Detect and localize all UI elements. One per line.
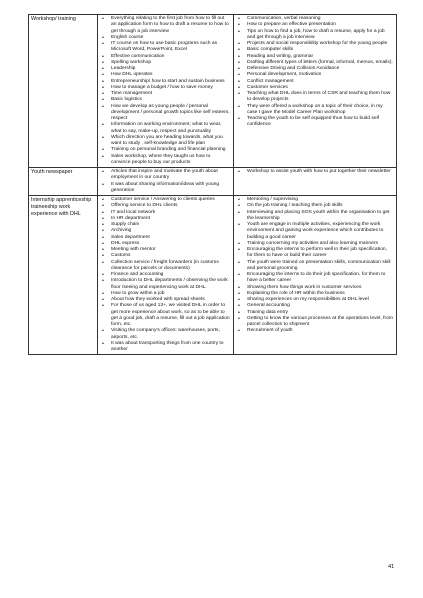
list-item: • Meeting with mentor [100, 247, 231, 253]
list-item: • Customs [100, 253, 231, 259]
bullet-list [236, 169, 394, 175]
bullet-list [100, 169, 231, 194]
list-item: • Explaining the role of HR within the business [236, 291, 394, 297]
list-item: • Mentoring / supervising [236, 197, 394, 203]
left-column-cell [98, 196, 234, 355]
list-item: • Getting to know the various processes at the operations level, from parcel collection to shipment [236, 316, 394, 329]
list-item: • On the job training / teaching them job skills [236, 203, 394, 209]
list-item: • Training data entry [236, 310, 394, 316]
list-item: • IT and local network [100, 210, 231, 216]
list-item: • Defensive Driving and Collision Avoidance [236, 66, 394, 72]
list-item: • Projects and social responsibility workshop for the young people [236, 41, 394, 47]
table-row [29, 15, 397, 168]
list-item: • Introduction to DHL departments / observing the work floor /seeing and experiencing work at DHL. [100, 278, 231, 291]
list-item: • DHL express [100, 241, 231, 247]
list-item: • How to prepare an effective presentation [236, 22, 394, 28]
table-row [29, 196, 397, 355]
list-item: • Which direction you are heading towards, what you want to study , self-knowledge and life plan [100, 135, 231, 148]
list-item: • Effective communication [100, 54, 231, 60]
left-column-cell [98, 168, 234, 196]
list-item: • Reading and writing, grammar [236, 54, 394, 60]
list-item: • Communication, verbal reasoning [236, 16, 394, 22]
list-item: • About how they worked with spread sheets [100, 297, 231, 303]
list-item: • In HR department [100, 216, 231, 222]
right-column-cell [234, 196, 397, 355]
list-item: • Articles that inspire and motivate the youth about employment in our country [100, 169, 231, 182]
table-body [29, 15, 397, 355]
list-item: • Teaching the youth to be self equipped thus how to build self confidence [236, 116, 394, 129]
left-column-cell [98, 15, 234, 168]
list-item: • Spelling workshop [100, 60, 231, 66]
list-item: • How to grow within a job [100, 291, 231, 297]
list-item: • It was about transporting things from one country to another [100, 341, 231, 354]
list-item: • Information on working environment; what to wear, what to say, make-up, respect and punctuality [100, 122, 231, 135]
list-item: • Personal development, motivation [236, 72, 394, 78]
right-column-cell [234, 168, 397, 196]
activities-table [28, 14, 397, 355]
list-item: • Showing them how things work in customer services [236, 285, 394, 291]
list-item: • For those of us aged 13+, we visited DHL in order to get more experience about work, so as to be able to get a good job, draft a resume, fill out a job application form, etc. [100, 303, 231, 328]
list-item: • Entrepreneurship/ how to start and sustain business [100, 79, 231, 85]
list-item: • Finance and accounting [100, 272, 231, 278]
list-item: • How we develop as young people / personal development / personal growth topics like self esteem, respect [100, 104, 231, 123]
list-item: • Everything relating to the first job from how to fill out an application form to how to draft a resume to how to get through a job interview [100, 16, 231, 35]
list-item: • Conflict management [236, 79, 394, 85]
list-item: • Leadership [100, 66, 231, 72]
page-number: 41 [388, 564, 395, 570]
table-row [29, 168, 397, 196]
bullet-list [100, 16, 231, 166]
list-item: • Training concerning my activities and also learning manners [236, 241, 394, 247]
list-item: • Basic logistics [100, 97, 231, 103]
list-item: • English course [100, 35, 231, 41]
list-item: • Encouraging the interns to perform well in their job specification, for them to have or build their career [236, 247, 394, 260]
list-item: • Recruitment of youth [236, 328, 394, 334]
list-item: • Drafting different types of letters (formal, informal, memos, emails). [236, 60, 394, 66]
list-item: • They were offered a workshop on a topic of their choice, in my case I gave the Model Career Plan workshop [236, 104, 394, 117]
list-item: • Sales department [100, 235, 231, 241]
right-column-cell [234, 15, 397, 168]
bullet-list [100, 197, 231, 353]
list-item: • Time management [100, 91, 231, 97]
list-item: • Customer service / Answering to clients queries [100, 197, 231, 203]
list-item: • Offering service to DHL clients [100, 203, 231, 209]
row-label-cell: Youth newspaper [29, 168, 98, 196]
list-item: • Customer services [236, 85, 394, 91]
list-item: • Youth are engage in multiple activities, experiencing the work environment and gaining work experience which contributes to building a good career [236, 222, 394, 241]
list-item: • Supply chain [100, 222, 231, 228]
list-item: • Sharing experiences on my responsibilities at DHL level [236, 297, 394, 303]
list-item: • How to manage a budget / how to save money [100, 85, 231, 91]
list-item: • IT course on how to use basic programs such as Microsoft Word, PowerPoint, Excel [100, 41, 231, 54]
list-item: • Visiting the company's offices: warehouses, ports, airports, etc. [100, 328, 231, 341]
list-item: • Teaching what DHL does in terms of CSR and teaching them how to develop projects [236, 91, 394, 104]
list-item: • Training on personal branding and financial planning [100, 147, 231, 153]
list-item: • How DHL operates [100, 72, 231, 78]
list-item: • Encouraging the interns to do their job specification, for them to have a better career [236, 272, 394, 285]
list-item: • Interviewing and placing SOS youth within the organisation to get the learnership [236, 210, 394, 223]
row-label-cell: Workshop/ training [29, 15, 98, 168]
list-item: • General accounting [236, 303, 394, 309]
bullet-list [236, 16, 394, 129]
list-item: • Collection service / freight forwarders (in customs clearance for parcels or documents) [100, 260, 231, 273]
list-item: • The youth were trained on presentation skills, communication skill and personal grooming [236, 260, 394, 273]
list-item: • Archiving [100, 228, 231, 234]
list-item: • It was about sharing information/ideas with young generation [100, 182, 231, 195]
list-item: • Basic computer skills [236, 47, 394, 53]
list-item: • Sales workshop, where they taught us how to convince people to buy our products [100, 154, 231, 167]
list-item: • Tips on how to find a job, how to draft a resume, apply for a job and get through a job interview [236, 29, 394, 42]
list-item: • Workshop to assist youth with how to put together their newsletter [236, 169, 394, 175]
row-label-cell: Internship apprenticeship traineeship work experience with DHL [29, 196, 98, 355]
bullet-list [236, 197, 394, 335]
